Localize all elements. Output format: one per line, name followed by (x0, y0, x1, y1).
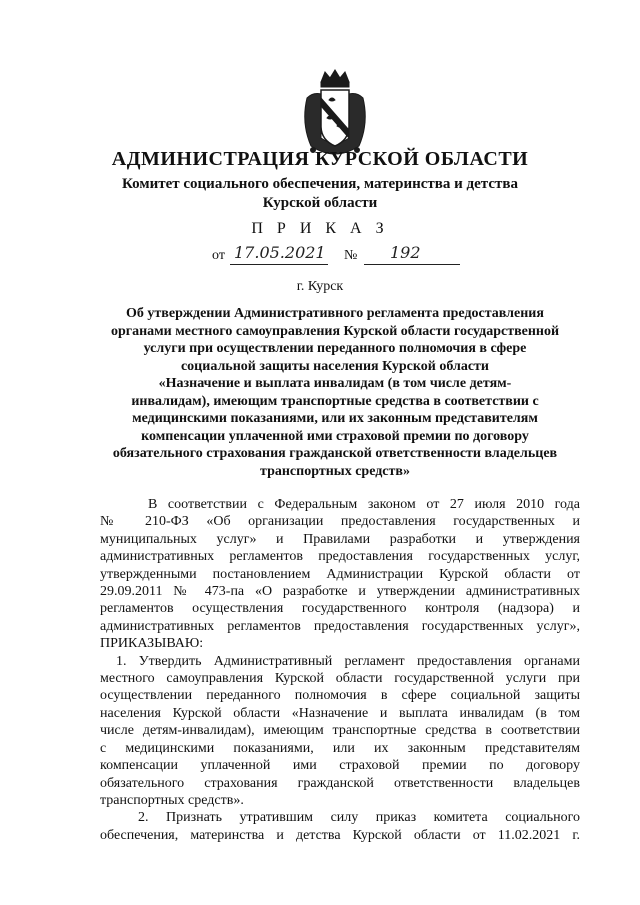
order-body (100, 496, 580, 844)
body-line: 1. Утвердить Административный регламент предоставления органами (116, 653, 580, 669)
body-line: населения Курской области «Назначение и выплата инвалидам (в том (100, 705, 580, 721)
administration-title: АДМИНИСТРАЦИЯ КУРСКОЙ ОБЛАСТИ (111, 148, 529, 170)
body-line: обеспечения, материнства и детства Курской области от 11.02.2021 г. (100, 827, 580, 843)
number-underline (364, 264, 460, 265)
body-line: обязательного страхования гражданской ответственности владельцев (100, 775, 580, 791)
date-value: 17.05.2021 (234, 243, 326, 262)
committee-line: Комитет социального обеспечения, материнства и детства (122, 176, 518, 192)
body-line: административных регламентов предоставления государственных услуг, (100, 549, 580, 565)
body-line: утвержденными постановлением Администрации Курской области от (100, 566, 580, 582)
body-line: числе детям-инвалидам), имеющим транспортные средства в соответствии (100, 723, 580, 739)
committee-name (0, 175, 640, 213)
body-line: местного самоуправления Курской области государственной услуги при (100, 671, 580, 687)
body-line: 29.09.2011 № 473-па «О разработке и утверждении административных (100, 584, 580, 600)
number-prefix: № (344, 248, 358, 263)
body-line: транспортных средств». (100, 792, 244, 808)
title-line: «Назначение и выплата инвалидам (в том числе детям- (158, 376, 512, 391)
title-line: социальной защиты населения Курской области (180, 358, 490, 374)
title-line: услуги при осуществлении переданного полномочия в сфере (143, 341, 527, 356)
title-line: транспортных средств» (260, 463, 410, 479)
date-underline (230, 264, 328, 265)
document-type: П Р И К А З (251, 220, 389, 237)
body-line: с медицинскими показаниями, или их законным представителям (100, 740, 580, 756)
title-line: обязательного страхования гражданской ответственности владельцев (112, 446, 558, 461)
body-line: ПРИКАЗЫВАЮ: (100, 636, 204, 652)
kursk-coat-of-arms-icon (299, 68, 371, 156)
date-prefix: от (212, 248, 225, 263)
body-line: муниципальных услуг» и Правилами разработки и утверждения (100, 531, 580, 547)
body-line: компенсации уплаченной ими страховой премии по договору (100, 758, 580, 774)
committee-line: Курской области (262, 195, 378, 211)
body-line: осуществлении переданного полномочия в сфере социальной защиты (100, 688, 580, 704)
body-line: В соответствии с Федеральным законом от 27 июля 2010 года (148, 497, 580, 512)
number-value: 192 (390, 243, 421, 262)
body-line: административных регламентов предоставления государственных услуг», (100, 618, 580, 634)
body-line: регламентов осуществления государственного контроля (надзора) и (100, 601, 580, 617)
body-line: № 210-ФЗ «Об организации предоставления государственных и (100, 514, 580, 530)
city: г. Курск (296, 279, 344, 294)
body-line: 2. Признать утратившим силу приказ комитета социального (138, 810, 580, 826)
date-number-line (212, 245, 472, 267)
title-line: Об утверждении Административного регламента предоставления (126, 306, 544, 321)
title-line: инвалидам), имеющим транспортные средства в соответствии с (131, 393, 539, 409)
order-title (100, 305, 570, 480)
title-line: медицинскими показаниями, или их законным представителям (132, 411, 538, 426)
title-line: компенсации уплаченной ими страховой премии по договору (141, 428, 529, 444)
title-line: органами местного самоуправления Курской области государственной (110, 323, 560, 339)
